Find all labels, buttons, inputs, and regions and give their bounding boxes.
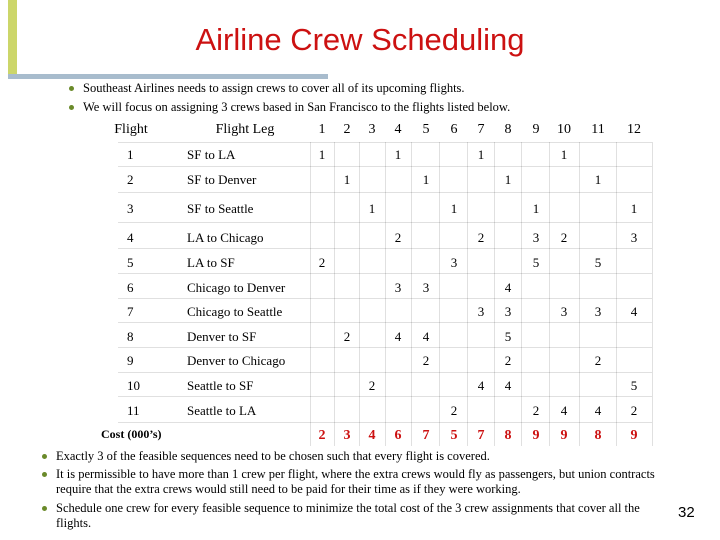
- table-cell: 3: [594, 304, 602, 319]
- table-cell: 2: [532, 403, 540, 418]
- table-cell: 4: [477, 378, 485, 393]
- flight-number: 1: [127, 147, 134, 162]
- table-cell: 2: [450, 403, 458, 418]
- grid-line: [118, 396, 652, 397]
- cost-value: 2: [318, 428, 326, 443]
- table-cell: 4: [504, 280, 512, 295]
- flight-number: 7: [127, 304, 134, 319]
- table-cell: 2: [422, 353, 430, 368]
- header-sequence: 5: [422, 122, 430, 137]
- flight-leg: Seattle to SF: [187, 378, 254, 393]
- flight-number: 6: [127, 280, 134, 295]
- table-cell: 3: [394, 280, 402, 295]
- grid-line: [549, 142, 550, 446]
- header-sequence: 4: [394, 122, 402, 137]
- bullet-text: Southeast Airlines needs to assign crews to cover all of its upcoming flights.: [83, 81, 465, 95]
- flight-number: 11: [127, 403, 140, 418]
- flight-leg: LA to SF: [187, 255, 235, 270]
- flight-leg: SF to LA: [187, 147, 236, 162]
- grid-line: [439, 142, 440, 446]
- flight-leg: Chicago to Denver: [187, 280, 286, 295]
- table-cell: 2: [504, 353, 512, 368]
- cost-value: 6: [394, 428, 402, 443]
- table-cell: 4: [560, 403, 568, 418]
- bullet-dot-icon: [69, 86, 74, 91]
- accent-bar-horizontal: [8, 74, 328, 79]
- table-cell: 3: [560, 304, 568, 319]
- flight-number: 5: [127, 255, 134, 270]
- header-sequence: 1: [318, 122, 326, 137]
- header-sequence: 3: [368, 122, 376, 137]
- grid-line: [334, 142, 335, 446]
- bullet-item: [56, 449, 672, 464]
- bullet-item: [56, 501, 676, 531]
- bullet-text: We will focus on assigning 3 crews based in San Francisco to the flights listed below.: [83, 100, 511, 114]
- table-cell: 3: [532, 230, 540, 245]
- table-cell: 4: [422, 329, 430, 344]
- header-sequence: 7: [477, 122, 485, 137]
- flight-number: 3: [127, 201, 134, 216]
- table-cell: 2: [318, 255, 326, 270]
- flight-number: 4: [127, 230, 134, 245]
- grid-line: [118, 347, 652, 348]
- grid-line: [411, 142, 412, 446]
- grid-line: [359, 142, 360, 446]
- table-cell: 4: [630, 304, 638, 319]
- cost-value: 3: [343, 428, 351, 443]
- table-cell: 1: [368, 201, 376, 216]
- cost-value: 9: [630, 428, 638, 443]
- table-cell: 1: [394, 147, 402, 162]
- table-cell: 5: [594, 255, 602, 270]
- cost-value: 7: [477, 428, 485, 443]
- table-cell: 3: [450, 255, 458, 270]
- header-flight: Flight: [114, 122, 148, 137]
- flight-number: 8: [127, 329, 134, 344]
- header-sequence: 12: [627, 122, 641, 137]
- bullet-dot-icon: [42, 454, 47, 459]
- table-cell: 1: [594, 172, 602, 187]
- header-flight-leg: Flight Leg: [215, 122, 275, 137]
- bullet-dot-icon: [42, 472, 47, 477]
- grid-line: [616, 142, 617, 446]
- table-cell: 1: [343, 172, 351, 187]
- grid-line: [579, 142, 580, 446]
- table-cell: 1: [318, 147, 326, 162]
- cost-value: 8: [504, 428, 512, 443]
- table-cell: 1: [504, 172, 512, 187]
- cost-value: 5: [450, 428, 458, 443]
- table-cell: 1: [630, 201, 638, 216]
- cost-value: 9: [532, 428, 540, 443]
- cost-value: 8: [594, 428, 602, 443]
- table-cell: 3: [422, 280, 430, 295]
- grid-line: [467, 142, 468, 446]
- table-cell: 4: [594, 403, 602, 418]
- grid-line: [521, 142, 522, 446]
- flight-number: 2: [127, 172, 134, 187]
- flight-leg: Denver to SF: [187, 329, 257, 344]
- bullet-text: Exactly 3 of the feasible sequences need to be chosen such that every flight is covered.: [56, 449, 490, 463]
- grid-line: [118, 142, 652, 143]
- flight-number: 9: [127, 353, 134, 368]
- header-sequence: 10: [557, 122, 571, 137]
- header-sequence: 8: [504, 122, 512, 137]
- grid-line: [118, 298, 652, 299]
- header-sequence: 9: [532, 122, 540, 137]
- table-cell: 1: [560, 147, 568, 162]
- flight-leg: Chicago to Seattle: [187, 304, 283, 319]
- table-cell: 2: [630, 403, 638, 418]
- bullet-dot-icon: [69, 105, 74, 110]
- flight-leg: Seattle to LA: [187, 403, 257, 418]
- grid-line: [118, 273, 652, 274]
- cost-value: 4: [368, 428, 376, 443]
- table-cell: 2: [343, 329, 351, 344]
- bullet-dot-icon: [42, 506, 47, 511]
- flight-leg: LA to Chicago: [187, 230, 264, 245]
- grid-line: [118, 322, 652, 323]
- table-cell: 2: [477, 230, 485, 245]
- table-cell: 2: [394, 230, 402, 245]
- cost-value: 9: [560, 428, 568, 443]
- header-sequence: 6: [450, 122, 458, 137]
- table-cell: 5: [532, 255, 540, 270]
- grid-line: [494, 142, 495, 446]
- table-cell: 2: [560, 230, 568, 245]
- bullet-text: Schedule one crew for every feasible sequence to minimize the total cost of the 3 crew assignments that cover all the flights.: [56, 501, 640, 530]
- grid-line: [385, 142, 386, 446]
- flight-leg: Denver to Chicago: [187, 353, 286, 368]
- flight-number: 10: [127, 378, 140, 393]
- table-cell: 2: [594, 353, 602, 368]
- table-cell: 1: [450, 201, 458, 216]
- bullet-item: [83, 100, 510, 115]
- flight-leg: SF to Seattle: [187, 201, 254, 216]
- grid-line: [118, 422, 652, 423]
- bullet-item: [56, 467, 676, 497]
- header-sequence: 11: [591, 122, 605, 137]
- table-cell: 2: [368, 378, 376, 393]
- table-cell: 4: [504, 378, 512, 393]
- cost-label: Cost (000’s): [101, 427, 162, 441]
- table-cell: 1: [477, 147, 485, 162]
- grid-line: [118, 248, 652, 249]
- header-sequence: 2: [343, 122, 351, 137]
- grid-line: [310, 142, 311, 446]
- bullet-item: [83, 81, 465, 96]
- grid-line: [118, 372, 652, 373]
- table-cell: 5: [504, 329, 512, 344]
- flight-leg: SF to Denver: [187, 172, 257, 187]
- bullet-text: It is permissible to have more than 1 crew per flight, where the extra crews would fly as passengers, but union contracts require that the extra crews would still need to be paid for their time as if they were working.: [56, 467, 655, 496]
- slide-title: Airline Crew Scheduling: [195, 22, 525, 57]
- grid-line: [118, 222, 652, 223]
- table-cell: 4: [394, 329, 402, 344]
- cost-value: 7: [422, 428, 430, 443]
- table-cell: 1: [422, 172, 430, 187]
- table-cell: 3: [504, 304, 512, 319]
- grid-line: [652, 142, 653, 446]
- page-number: 32: [678, 504, 695, 521]
- table-cell: 3: [477, 304, 485, 319]
- table-cell: 3: [630, 230, 638, 245]
- grid-line: [118, 192, 652, 193]
- table-cell: 5: [630, 378, 638, 393]
- grid-line: [118, 166, 652, 167]
- table-cell: 1: [532, 201, 540, 216]
